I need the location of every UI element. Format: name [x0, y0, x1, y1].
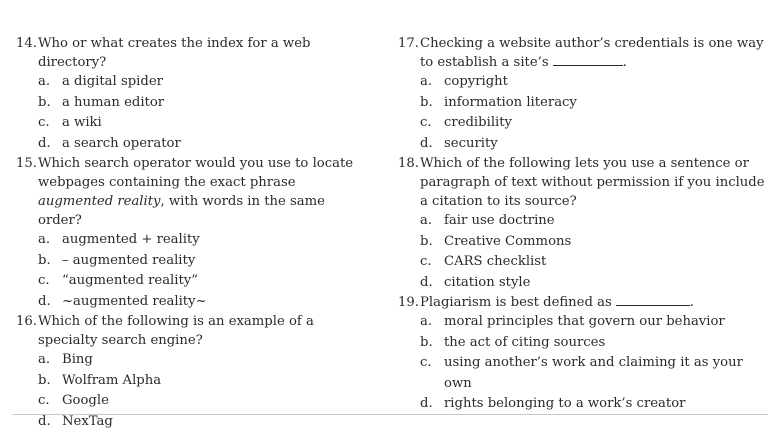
question-number: 18. [398, 154, 420, 211]
option-text: citation style [444, 273, 530, 294]
question-stem [16, 312, 366, 350]
question-number: 16. [16, 312, 38, 350]
option-list [398, 312, 770, 415]
option-text: rights belonging to a work’s creator [444, 394, 685, 415]
question-number: 19. [398, 293, 420, 312]
question-text-italic: augmented reality [38, 194, 161, 209]
option-a[interactable] [398, 211, 770, 232]
question-text: Which of the following is an example of a specialty search engine? [38, 312, 366, 350]
option-letter: a. [420, 72, 444, 93]
option-a[interactable] [398, 72, 770, 93]
question-stem [398, 293, 770, 312]
question-text [420, 34, 770, 72]
option-letter: d. [38, 292, 62, 313]
option-text: – augmented reality [62, 251, 195, 272]
option-list [16, 350, 366, 432]
question-19 [398, 293, 770, 415]
option-list [398, 72, 770, 154]
answer-blank [616, 293, 690, 306]
option-text: the act of citing sources [444, 333, 605, 354]
option-text: credibility [444, 113, 512, 134]
answer-blank [553, 53, 623, 66]
option-list [16, 230, 366, 312]
question-text-end: . [690, 295, 694, 310]
question-number: 17. [398, 34, 420, 72]
option-text: a digital spider [62, 72, 163, 93]
option-text: a wiki [62, 113, 102, 134]
question-stem [16, 154, 366, 230]
option-text: Wolfram Alpha [62, 371, 161, 392]
option-text: Creative Commons [444, 232, 571, 253]
option-letter: c. [38, 271, 62, 292]
option-c[interactable] [16, 271, 366, 292]
option-letter: a. [38, 350, 62, 371]
option-d[interactable] [398, 134, 770, 155]
option-c[interactable] [16, 391, 366, 412]
option-b[interactable] [16, 93, 366, 114]
question-text-main: Checking a website author’s credentials is one way to establish a site’s [420, 36, 764, 70]
option-text: fair use doctrine [444, 211, 555, 232]
option-text: security [444, 134, 498, 155]
option-a[interactable] [16, 72, 366, 93]
option-d[interactable] [398, 273, 770, 294]
option-letter: d. [420, 134, 444, 155]
question-text-before: Which search operator would you use to locate webpages containing the exact phrase [38, 156, 353, 190]
option-letter: b. [38, 371, 62, 392]
option-d[interactable] [16, 134, 366, 155]
option-c[interactable] [398, 252, 770, 273]
option-letter: c. [420, 113, 444, 134]
question-stem [16, 34, 366, 72]
option-text: moral principles that govern our behavior [444, 312, 725, 333]
option-text: information literacy [444, 93, 577, 114]
question-15 [16, 154, 366, 312]
option-letter: a. [420, 312, 444, 333]
question-stem [398, 34, 770, 72]
option-b[interactable] [16, 371, 366, 392]
question-14 [16, 34, 366, 154]
left-column [16, 34, 366, 432]
question-stem [398, 154, 770, 211]
option-text: Google [62, 391, 109, 412]
option-b[interactable] [398, 333, 770, 354]
question-number: 15. [16, 154, 38, 230]
option-b[interactable] [16, 251, 366, 272]
option-b[interactable] [398, 93, 770, 114]
question-text: Which of the following lets you use a sentence or paragraph of text without permission if you include a citation to its source? [420, 154, 770, 211]
option-text: CARS checklist [444, 252, 546, 273]
option-letter: b. [38, 93, 62, 114]
option-a[interactable] [16, 350, 366, 371]
option-letter: d. [420, 273, 444, 294]
option-letter: c. [420, 353, 444, 394]
option-text: copyright [444, 72, 508, 93]
option-text: a search operator [62, 134, 181, 155]
option-c[interactable] [16, 113, 366, 134]
option-letter: d. [420, 394, 444, 415]
option-letter: b. [420, 93, 444, 114]
right-column [398, 34, 770, 415]
question-text-after: , with words in the same order? [38, 194, 325, 228]
option-letter: a. [38, 230, 62, 251]
question-17 [398, 34, 770, 154]
option-text: using another’s work and claiming it as your own [444, 353, 770, 394]
option-letter: d. [38, 412, 62, 432]
option-letter: a. [38, 72, 62, 93]
question-18 [398, 154, 770, 293]
option-letter: d. [38, 134, 62, 155]
option-d[interactable] [398, 394, 770, 415]
option-text: Bing [62, 350, 93, 371]
option-a[interactable] [16, 230, 366, 251]
option-letter: b. [420, 232, 444, 253]
option-letter: a. [420, 211, 444, 232]
option-c[interactable] [398, 113, 770, 134]
option-d[interactable] [16, 292, 366, 313]
option-a[interactable] [398, 312, 770, 333]
bottom-divider [12, 414, 768, 415]
question-text-end: . [623, 55, 627, 70]
option-letter: c. [38, 113, 62, 134]
option-list [16, 72, 366, 154]
option-letter: c. [420, 252, 444, 273]
option-letter: b. [38, 251, 62, 272]
option-list [398, 211, 770, 293]
question-number: 14. [16, 34, 38, 72]
option-b[interactable] [398, 232, 770, 253]
option-letter: b. [420, 333, 444, 354]
option-letter: c. [38, 391, 62, 412]
option-c[interactable] [398, 353, 770, 394]
question-text-main: Plagiarism is best defined as [420, 295, 612, 310]
option-text: ~augmented reality~ [62, 292, 207, 313]
question-text [420, 293, 770, 312]
option-text: augmented + reality [62, 230, 200, 251]
question-text [38, 154, 366, 230]
option-text: a human editor [62, 93, 164, 114]
option-text: “augmented reality” [62, 271, 198, 292]
question-text: Who or what creates the index for a web directory? [38, 34, 366, 72]
option-text: NexTag [62, 412, 113, 432]
